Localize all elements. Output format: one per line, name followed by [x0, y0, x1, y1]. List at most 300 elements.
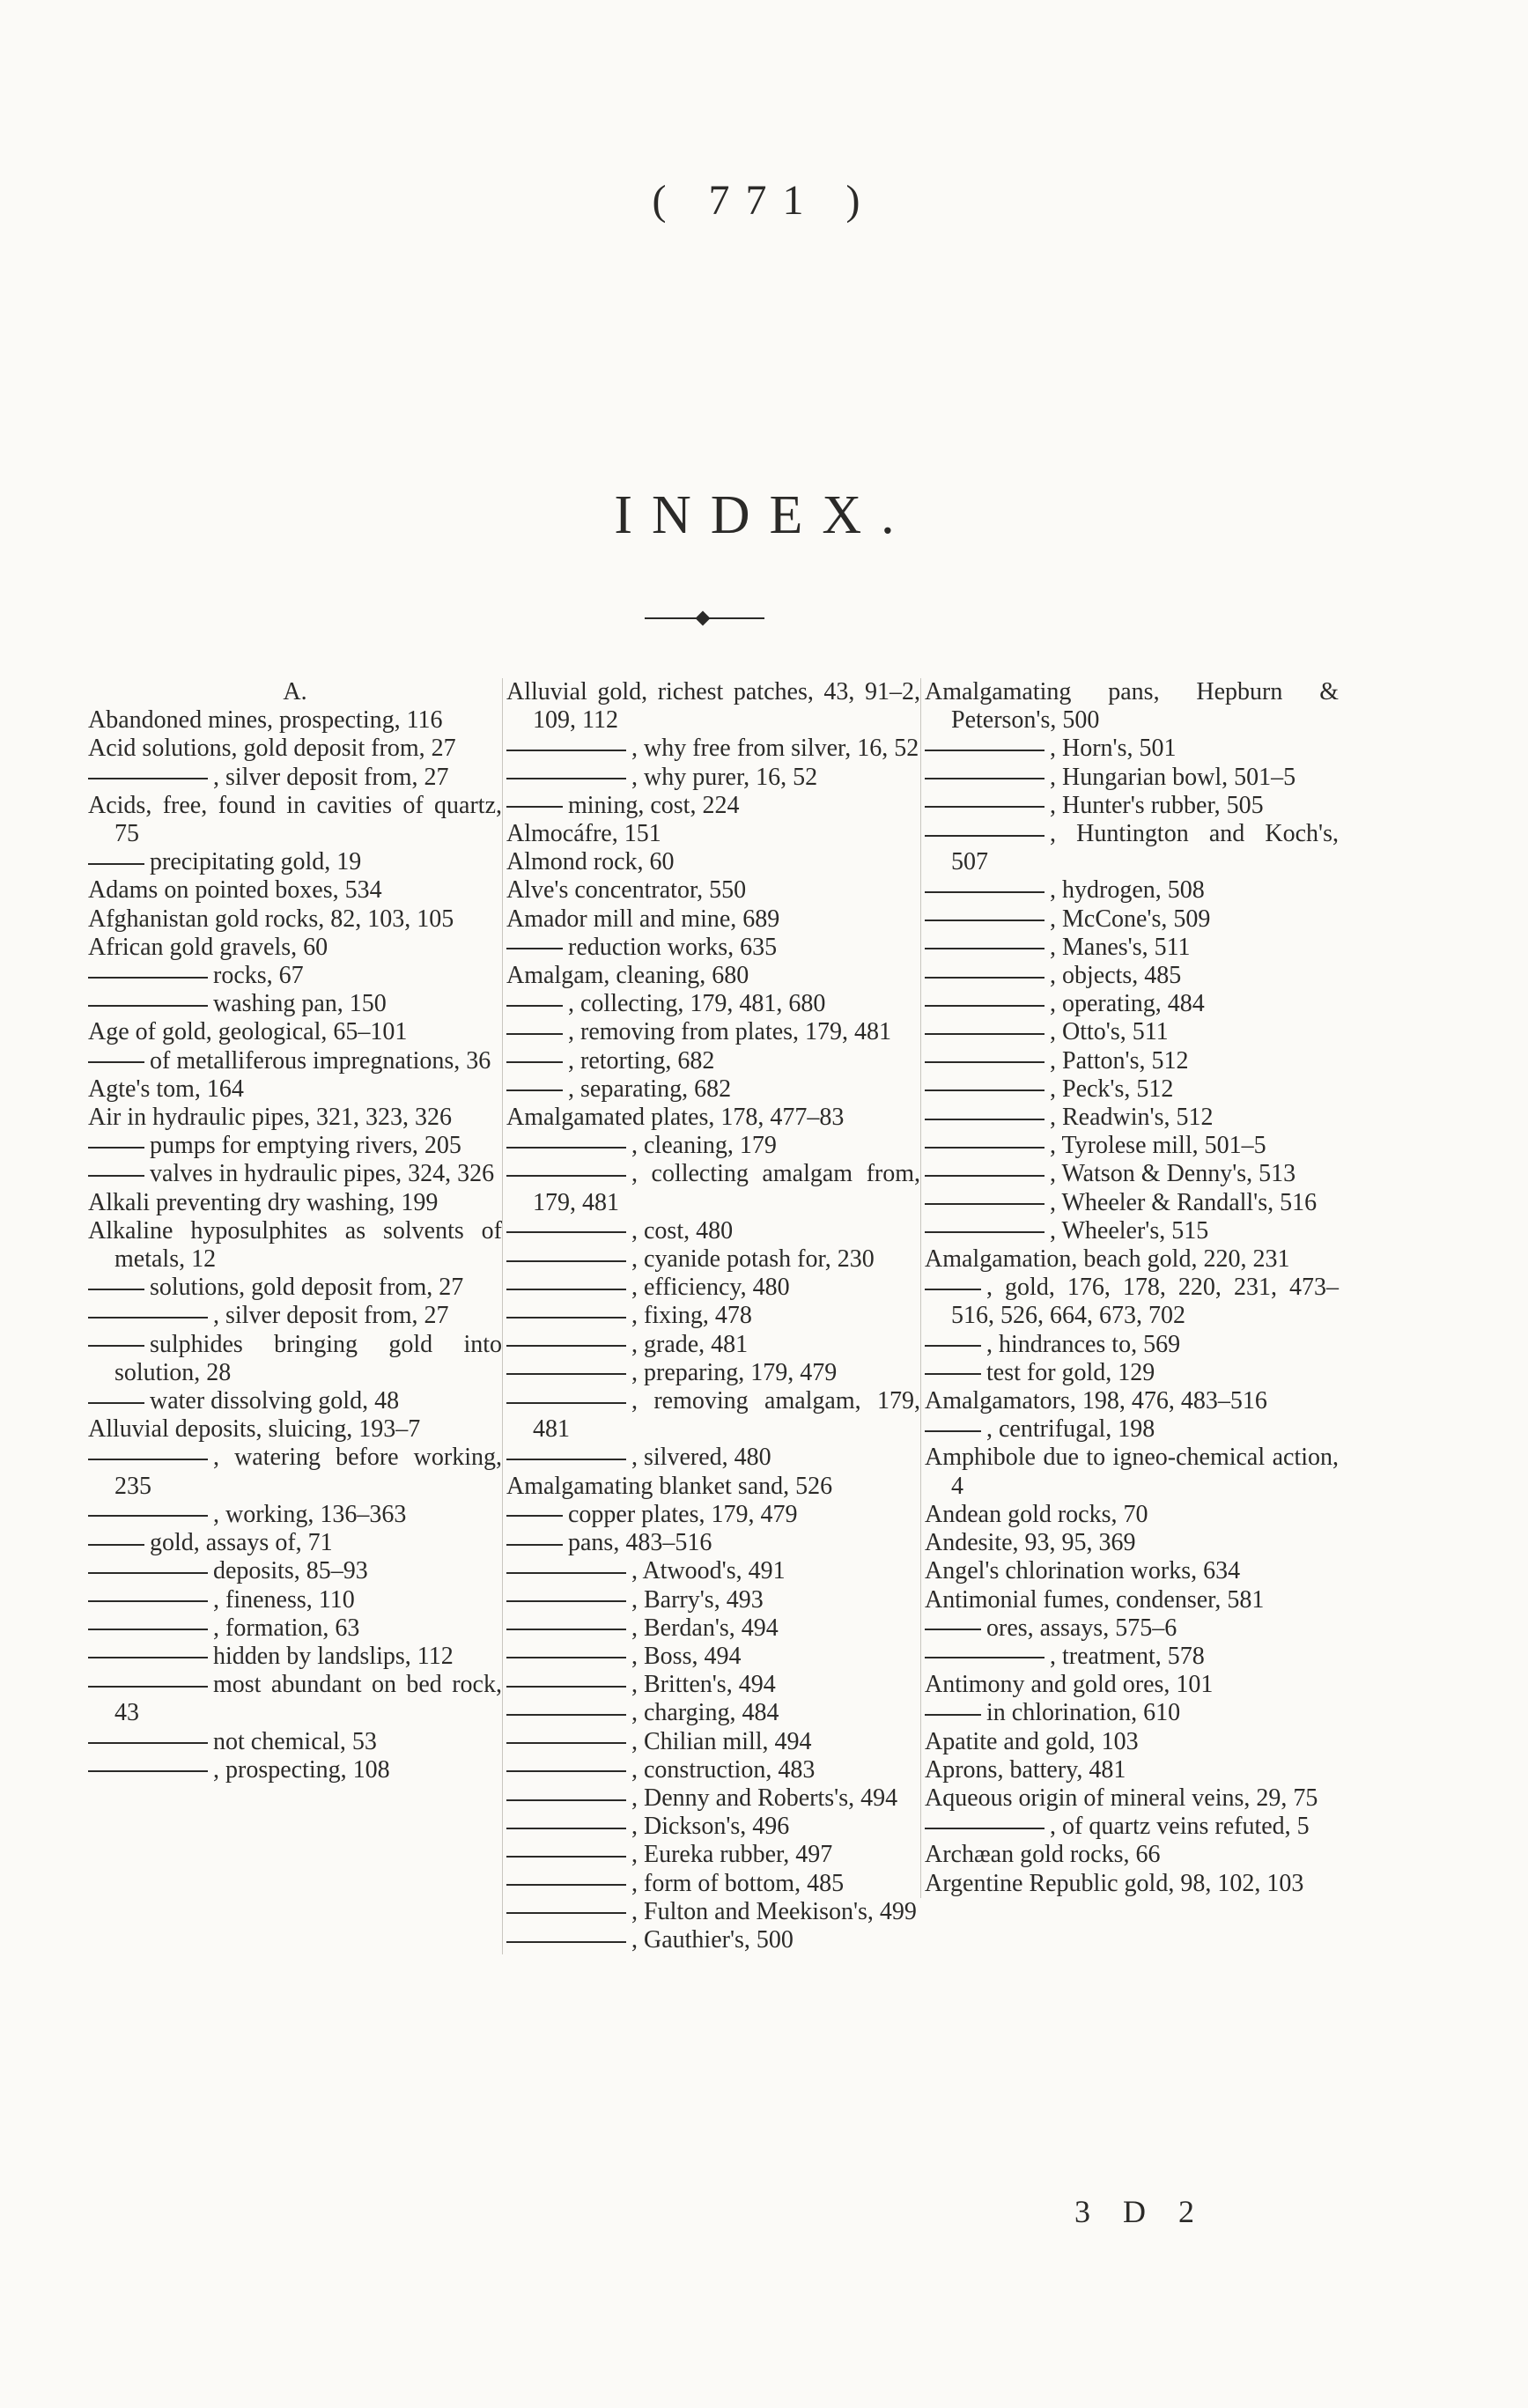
index-entry-text: , Denny and Roberts's, 494	[631, 1784, 898, 1812]
ditto-dash	[88, 1061, 144, 1063]
index-entry	[88, 1529, 502, 1557]
ditto-dash	[925, 891, 1045, 893]
index-column-3	[920, 678, 1339, 1898]
index-entry	[506, 678, 920, 735]
index-entry	[506, 1501, 920, 1529]
index-entry	[925, 1813, 1339, 1841]
index-entry	[88, 990, 502, 1018]
index-entry	[88, 1018, 502, 1046]
index-entry-text: , Huntington and Koch's, 507	[951, 820, 1339, 876]
index-entry	[88, 1671, 502, 1727]
index-entry-text: , Boss, 494	[631, 1642, 742, 1670]
index-entry-text: , Berdan's, 494	[631, 1614, 779, 1642]
index-title: INDEX.	[614, 485, 914, 545]
index-entry-text: Age of gold, geological, 65–101	[88, 1018, 408, 1046]
index-entry	[925, 678, 1339, 735]
index-entry-text: , Barry's, 493	[631, 1585, 764, 1614]
index-entry-text: Amador mill and mine, 689	[506, 905, 780, 933]
index-entry-text: Aprons, battery, 481	[925, 1755, 1126, 1784]
ditto-dash	[88, 1742, 208, 1744]
index-entry-text: Apatite and gold, 103	[925, 1727, 1139, 1755]
ditto-dash	[88, 1005, 208, 1007]
index-entry-text: , Peck's, 512	[1050, 1075, 1174, 1103]
ditto-dash	[88, 1459, 208, 1460]
ditto-dash	[925, 1090, 1045, 1091]
index-entry-text: Amalgamation, beach gold, 220, 231	[925, 1245, 1290, 1274]
ditto-dash	[506, 1629, 626, 1630]
index-entry-text: , formation, 63	[213, 1614, 360, 1642]
index-entry-text: Antimony and gold ores, 101	[925, 1671, 1214, 1699]
index-entry-text: , prospecting, 108	[213, 1755, 390, 1784]
index-entry	[506, 1671, 920, 1699]
ditto-dash	[925, 920, 1045, 921]
ditto-dash	[925, 1430, 981, 1432]
index-entry	[88, 792, 502, 848]
index-entry-text: , removing amalgam, 179, 481	[533, 1387, 920, 1444]
index-entry-text: , Readwin's, 512	[1050, 1104, 1214, 1132]
index-entry-text: Alluvial gold, richest patches, 43, 91–2, 109, 112	[506, 678, 920, 735]
index-entry-text: , Tyrolese mill, 501–5	[1050, 1132, 1266, 1160]
index-entry	[88, 1132, 502, 1160]
ditto-dash	[88, 1629, 208, 1630]
index-entry-text: , gold, 176, 178, 220, 231, 473–516, 526, 664, 673, 702	[951, 1274, 1339, 1330]
index-entry-text: Amalgamated plates, 178, 477–83	[506, 1104, 845, 1132]
index-entry	[88, 1501, 502, 1529]
index-entry	[506, 1870, 920, 1898]
index-entry-text: , Eureka rubber, 497	[631, 1841, 833, 1869]
index-entry-text: Air in hydraulic pipes, 321, 323, 326	[88, 1104, 452, 1132]
ditto-dash	[88, 1770, 208, 1772]
index-entry-text: Alkali preventing dry washing, 199	[88, 1188, 439, 1216]
index-entry-text: , hydrogen, 508	[1050, 876, 1205, 905]
ditto-dash	[506, 1175, 626, 1177]
ditto-dash	[506, 1373, 626, 1375]
index-entry-text: Adams on pointed boxes, 534	[88, 876, 382, 905]
index-entry	[88, 1387, 502, 1415]
index-entry-text: , Wheeler & Randall's, 516	[1050, 1188, 1318, 1216]
index-entry	[506, 1756, 920, 1784]
ditto-dash	[88, 1289, 144, 1290]
index-entry	[506, 1075, 920, 1104]
index-entry-text: Angel's chlorination works, 634	[925, 1557, 1241, 1585]
index-entry	[506, 905, 920, 934]
index-entry	[506, 820, 920, 848]
index-entry	[88, 962, 502, 990]
index-entry-text: Alve's concentrator, 550	[506, 876, 747, 905]
index-entry	[925, 1557, 1339, 1585]
index-entry-text: , cyanide potash for, 230	[631, 1245, 875, 1274]
ditto-dash	[506, 1600, 626, 1602]
index-entry-text: , collecting, 179, 481, 680	[568, 990, 826, 1018]
index-entry-text: African gold gravels, 60	[88, 933, 328, 961]
ditto-dash	[506, 1572, 626, 1574]
index-entry-text: gold, assays of, 71	[150, 1529, 333, 1557]
index-entry	[88, 1047, 502, 1075]
index-entry-text: washing pan, 150	[213, 990, 387, 1018]
index-entry-text: , why purer, 16, 52	[631, 763, 818, 791]
page-number: ( 771 )	[652, 177, 876, 224]
index-entry	[506, 1444, 920, 1472]
index-entry	[506, 1473, 920, 1501]
ditto-dash	[506, 1856, 626, 1858]
index-entry	[925, 1501, 1339, 1529]
index-entry-text: , Britten's, 494	[631, 1671, 776, 1699]
ditto-dash	[925, 750, 1045, 751]
index-entry	[506, 1784, 920, 1813]
index-entry-text: , treatment, 578	[1050, 1642, 1205, 1670]
index-entry	[88, 1444, 502, 1500]
index-entry	[925, 1245, 1339, 1274]
index-entry	[925, 1671, 1339, 1699]
index-entry-text: , Gauthier's, 500	[631, 1925, 794, 1954]
index-entry-text: , Atwood's, 491	[631, 1557, 786, 1585]
index-entry	[88, 1104, 502, 1132]
index-entry	[925, 1018, 1339, 1046]
index-entry	[506, 1018, 920, 1046]
index-entry	[88, 1415, 502, 1444]
index-entry-text: , silvered, 480	[631, 1444, 771, 1472]
index-entry-text: pans, 483–516	[568, 1529, 712, 1557]
index-entry	[925, 962, 1339, 990]
ditto-dash	[506, 1061, 563, 1063]
ditto-dash	[506, 1317, 626, 1318]
index-entry-text: , retorting, 682	[568, 1046, 715, 1075]
index-entry	[925, 1784, 1339, 1813]
index-entry	[506, 1813, 920, 1841]
ditto-dash	[925, 778, 1045, 779]
index-entry	[88, 1614, 502, 1643]
index-entry	[925, 1104, 1339, 1132]
index-column-2	[502, 678, 920, 1954]
ditto-dash	[925, 1005, 1045, 1007]
ditto-dash	[506, 1515, 563, 1517]
index-entry	[506, 735, 920, 763]
ditto-dash	[506, 1714, 626, 1716]
index-entry	[925, 1529, 1339, 1557]
index-entry	[506, 1586, 920, 1614]
index-entry-text: , objects, 485	[1050, 962, 1182, 990]
index-entry-text: water dissolving gold, 48	[150, 1387, 400, 1415]
index-entry	[88, 1756, 502, 1784]
index-entry-text: Acids, free, found in cavities of quartz, 75	[88, 791, 502, 848]
index-entry-text: Archæan gold rocks, 66	[925, 1841, 1161, 1869]
index-entry-text: most abundant on bed rock, 43	[114, 1671, 502, 1727]
index-entry-text: , cost, 480	[631, 1216, 734, 1245]
index-entry	[925, 1132, 1339, 1160]
ditto-dash	[88, 1317, 208, 1318]
index-entry-text: Antimonial fumes, condenser, 581	[925, 1585, 1265, 1614]
ditto-dash	[506, 1090, 563, 1091]
ditto-dash	[88, 1345, 144, 1347]
index-entry-text: Amalgam, cleaning, 680	[506, 962, 749, 990]
index-entry	[506, 848, 920, 876]
ditto-dash	[88, 1544, 144, 1546]
index-entry	[506, 764, 920, 792]
index-entry-text: mining, cost, 224	[568, 791, 740, 819]
index-entry-text: Andean gold rocks, 70	[925, 1500, 1148, 1528]
index-entry	[925, 1387, 1339, 1415]
index-entry-text: , Fulton and Meekison's, 499	[631, 1897, 917, 1925]
index-entry-text: , fixing, 478	[631, 1302, 752, 1330]
index-entry-text: Almocáfre, 151	[506, 820, 661, 848]
index-entry-text: , collecting amalgam from, 179, 481	[533, 1160, 920, 1216]
index-entry	[925, 1870, 1339, 1898]
index-entry	[925, 1643, 1339, 1671]
index-entry	[506, 1245, 920, 1274]
index-entry	[925, 735, 1339, 763]
index-column-1	[88, 678, 502, 1784]
index-entry-text: , Chilian mill, 494	[631, 1727, 812, 1755]
index-entry-text: Alluvial deposits, sluicing, 193–7	[88, 1415, 421, 1444]
index-entry-text: , form of bottom, 485	[631, 1869, 845, 1897]
index-entry-text: Agte's tom, 164	[88, 1075, 244, 1103]
ditto-dash	[925, 1061, 1045, 1063]
ditto-dash	[506, 1147, 626, 1149]
ditto-dash	[506, 1657, 626, 1658]
ditto-dash	[506, 1828, 626, 1829]
index-entry	[506, 1614, 920, 1643]
index-entry-text: Andesite, 93, 95, 369	[925, 1529, 1136, 1557]
ditto-dash	[506, 1033, 563, 1035]
index-entry	[925, 1189, 1339, 1217]
index-entry	[88, 934, 502, 962]
index-entry	[506, 1160, 920, 1216]
index-entry	[88, 1586, 502, 1614]
index-entry	[506, 1302, 920, 1330]
ditto-dash	[506, 1686, 626, 1688]
ditto-dash	[506, 1459, 626, 1460]
index-entry	[506, 990, 920, 1018]
index-entry-text: precipitating gold, 19	[150, 848, 362, 876]
ditto-dash	[88, 778, 208, 779]
index-entry	[925, 1075, 1339, 1104]
index-entry	[506, 1898, 920, 1926]
ditto-dash	[506, 1544, 563, 1546]
ditto-dash	[925, 977, 1045, 979]
ditto-dash	[925, 1714, 981, 1716]
index-entry	[88, 1302, 502, 1330]
index-entry	[925, 820, 1339, 876]
index-entry-text: Afghanistan gold rocks, 82, 103, 105	[88, 905, 454, 933]
ditto-dash	[506, 750, 626, 751]
index-entry-text: , separating, 682	[568, 1075, 732, 1103]
index-entry-text: , why free from silver, 16, 52	[631, 735, 919, 763]
ditto-dash	[925, 1289, 981, 1290]
index-entry	[506, 1557, 920, 1585]
section-letter: A.	[283, 678, 307, 705]
index-entry	[506, 876, 920, 905]
index-entry-text: , preparing, 179, 479	[631, 1358, 838, 1386]
index-entry-text: , operating, 484	[1050, 990, 1205, 1018]
ditto-dash	[925, 806, 1045, 808]
index-entry	[88, 1331, 502, 1387]
index-entry	[506, 1132, 920, 1160]
index-entry	[506, 1104, 920, 1132]
index-entry	[925, 1359, 1339, 1387]
signature-mark: 3 D 2	[1074, 2194, 1207, 2229]
ditto-dash	[506, 1289, 626, 1290]
index-entry-text: deposits, 85–93	[213, 1557, 368, 1585]
index-entry	[925, 1160, 1339, 1188]
index-entry-text: ores, assays, 575–6	[986, 1614, 1177, 1642]
ditto-dash	[506, 1345, 626, 1347]
index-entry	[506, 962, 920, 990]
index-entry	[88, 905, 502, 934]
ditto-dash	[506, 1231, 626, 1233]
ditto-dash	[88, 977, 208, 979]
index-entry-text: , watering before working, 235	[114, 1444, 502, 1500]
index-entry	[88, 1557, 502, 1585]
index-entry-text: Argentine Republic gold, 98, 102, 103	[925, 1869, 1304, 1897]
index-entry	[506, 1387, 920, 1444]
index-entry-text: , hindrances to, 569	[986, 1330, 1181, 1358]
ornament-divider	[645, 617, 764, 620]
index-entry-text: valves in hydraulic pipes, 324, 326	[150, 1160, 495, 1188]
index-entry-text: in chlorination, 610	[986, 1699, 1181, 1727]
ditto-dash	[506, 778, 626, 779]
index-entry-text: , Horn's, 501	[1050, 735, 1177, 763]
index-entry-text: , removing from plates, 179, 481	[568, 1018, 892, 1046]
ditto-dash	[506, 1799, 626, 1801]
index-entry-text: , construction, 483	[631, 1755, 816, 1784]
index-entry	[506, 1529, 920, 1557]
index-entry-text: , fineness, 110	[213, 1585, 355, 1614]
ditto-dash	[925, 1033, 1045, 1035]
ditto-dash	[88, 1600, 208, 1602]
ditto-dash	[925, 1629, 981, 1630]
index-entry-text: , Watson & Denny's, 513	[1050, 1160, 1296, 1188]
ditto-dash	[506, 1742, 626, 1744]
ditto-dash	[506, 1260, 626, 1262]
ditto-dash	[88, 1657, 208, 1658]
ditto-dash	[506, 1770, 626, 1772]
ditto-dash	[925, 1147, 1045, 1149]
index-entry-text: , Hungarian bowl, 501–5	[1050, 763, 1296, 791]
ditto-dash	[925, 1345, 981, 1347]
ditto-dash	[506, 948, 563, 949]
index-entry-text: Almond rock, 60	[506, 848, 675, 876]
index-entry-text: Abandoned mines, prospecting, 116	[88, 706, 443, 735]
ditto-dash	[88, 1175, 144, 1177]
index-entry-text: sulphides bringing gold into solution, 28	[114, 1330, 502, 1386]
index-entry	[88, 735, 502, 763]
ditto-dash	[925, 1175, 1045, 1177]
index-entry	[925, 1728, 1339, 1756]
index-entry-text: hidden by landslips, 112	[213, 1642, 454, 1670]
ditto-dash	[925, 1657, 1045, 1658]
index-entry	[506, 1728, 920, 1756]
index-entry	[506, 1643, 920, 1671]
index-entry	[88, 1189, 502, 1217]
index-entry	[925, 792, 1339, 820]
index-entry	[506, 1359, 920, 1387]
index-entry-text: , charging, 484	[631, 1699, 779, 1727]
ditto-dash	[925, 1231, 1045, 1233]
index-entry-text: , efficiency, 480	[631, 1274, 790, 1302]
index-entry	[925, 934, 1339, 962]
ditto-dash	[506, 1402, 626, 1404]
ditto-dash	[925, 1828, 1045, 1829]
index-entry	[88, 1728, 502, 1756]
index-entry	[506, 1841, 920, 1869]
ditto-dash	[925, 1373, 981, 1375]
ditto-dash	[506, 1912, 626, 1914]
index-entry	[506, 1274, 920, 1302]
index-entry	[925, 1614, 1339, 1643]
ditto-dash	[506, 1005, 563, 1007]
index-entry-text: Amalgamating blanket sand, 526	[506, 1472, 833, 1500]
ditto-dash	[506, 806, 563, 808]
index-entry-text: , Dickson's, 496	[631, 1813, 790, 1841]
index-entry	[506, 1047, 920, 1075]
index-entry	[506, 1217, 920, 1245]
index-entry-text: , Wheeler's, 515	[1050, 1216, 1209, 1245]
index-entry	[506, 792, 920, 820]
index-entry	[88, 764, 502, 792]
index-entry	[88, 1217, 502, 1274]
index-entry	[88, 848, 502, 876]
index-entry-text: Alkaline hyposulphites as solvents of metals, 12	[88, 1216, 502, 1274]
ditto-dash	[506, 1941, 626, 1943]
ditto-dash	[88, 1572, 208, 1574]
ditto-dash	[925, 1119, 1045, 1120]
index-entry-text: , silver deposit from, 27	[213, 763, 449, 791]
index-entry-text: , cleaning, 179	[631, 1132, 777, 1160]
index-entry	[506, 1699, 920, 1727]
ditto-dash	[88, 1515, 208, 1517]
index-entry-text: of metalliferous impregnations, 36	[150, 1046, 491, 1075]
index-entry	[925, 764, 1339, 792]
index-entry	[925, 1444, 1339, 1500]
ditto-dash	[925, 1203, 1045, 1205]
index-entry	[925, 905, 1339, 934]
index-entry-text: , Hunter's rubber, 505	[1050, 791, 1264, 819]
index-entry-text: Acid solutions, gold deposit from, 27	[88, 735, 456, 763]
index-entry	[925, 1699, 1339, 1727]
index-entry-text: Amalgamating pans, Hepburn & Peterson's, 500	[925, 678, 1339, 735]
index-entry-text: , of quartz veins refuted, 5	[1050, 1813, 1310, 1841]
index-entry-text: test for gold, 129	[986, 1358, 1155, 1386]
index-entry	[925, 1331, 1339, 1359]
index-entry-text: pumps for emptying rivers, 205	[150, 1132, 461, 1160]
index-entry	[88, 1075, 502, 1104]
index-entry-text: , centrifugal, 198	[986, 1415, 1155, 1444]
index-entry-text: copper plates, 179, 479	[568, 1500, 798, 1528]
index-entry	[88, 1643, 502, 1671]
index-entry	[925, 990, 1339, 1018]
index-entry	[925, 1274, 1339, 1330]
index-entry	[925, 1841, 1339, 1869]
index-entry-text: , Manes's, 511	[1050, 933, 1191, 961]
index-entry-text: , Otto's, 511	[1050, 1018, 1169, 1046]
ditto-dash	[88, 1402, 144, 1404]
index-entry	[925, 876, 1339, 905]
index-entry	[506, 1331, 920, 1359]
index-entry	[88, 706, 502, 735]
index-entry	[925, 1217, 1339, 1245]
index-entry-text: Amalgamators, 198, 476, 483–516	[925, 1387, 1267, 1415]
index-entry-text: solutions, gold deposit from, 27	[150, 1274, 464, 1302]
index-entry	[925, 1756, 1339, 1784]
index-entry-text: , grade, 481	[631, 1330, 749, 1358]
ditto-dash	[925, 835, 1045, 837]
ditto-dash	[506, 1884, 626, 1886]
index-entry-text: , working, 136–363	[213, 1500, 407, 1528]
index-entry	[925, 1415, 1339, 1444]
index-entry	[925, 1586, 1339, 1614]
ditto-dash	[88, 863, 144, 865]
index-entry-text: , silver deposit from, 27	[213, 1302, 449, 1330]
